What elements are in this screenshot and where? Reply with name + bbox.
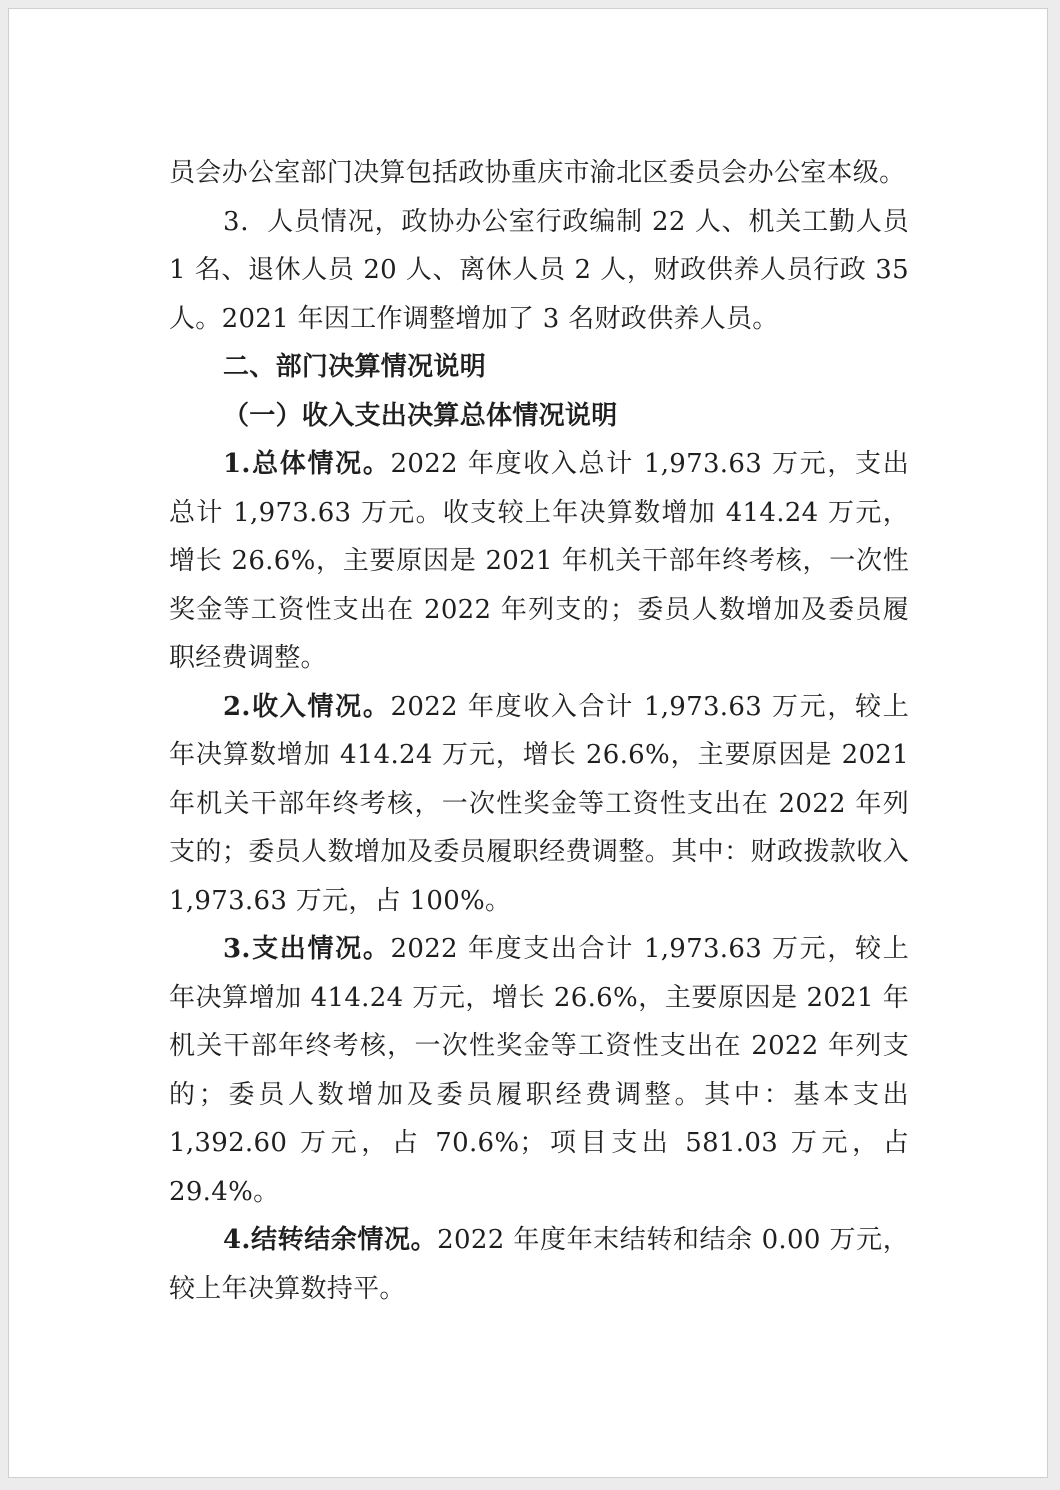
- paragraph-intro: 员会办公室部门决算包括政协重庆市渝北区委员会办公室本级。: [169, 158, 906, 188]
- subsection-heading-income-expense: （一）收入支出决算总体情况说明: [223, 400, 618, 431]
- paragraph-staff-info: 3．人员情况，政协办公室行政编制 22 人、机关工勤人员 1 名、退休人员 20 人、离休人员 2 人，财政供养人员行政 35 人。2021 年因工作调整增加了 3 名财政供养人员。: [169, 206, 909, 334]
- paragraph-expense: [169, 925, 909, 1216]
- paragraph-expense-lead: 3.支出情况。: [223, 934, 391, 964]
- paragraph-balance-lead: 4.结转结余情况。: [223, 1225, 438, 1255]
- paragraph-income: [169, 683, 909, 926]
- paragraph-income-lead: 2.收入情况。: [223, 691, 391, 722]
- paragraph-income-text: 2022 年度收入合计 1,973.63 万元，较上年决算数增加 414.24 万元，增长 26.6%，主要原因是 2021 年机关干部年终考核，一次性奖金等工资性支出在 2022 年列支的；委员人数增加及委员履职经费调整。其中：财政拨款收入 1,973.63 万元，占 100%。: [169, 691, 910, 916]
- paragraph-balance-text: 2022 年度年末结转和结余 0.00 万元，较上年决算数持平。: [169, 1225, 909, 1304]
- paragraph-expense-text: 2022 年度支出合计 1,973.63 万元，较上年决算增加 414.24 万元，增长 26.6%，主要原因是 2021 年机关干部年终考核，一次性奖金等工资性支出在 2022 年列支的；委员人数增加及委员履职经费调整。其中：基本支出 1,392.60 万元，占 70.6%；项目支出 581.03 万元，占 29.4%。: [169, 934, 910, 1207]
- paragraph-overall: [169, 440, 909, 683]
- document-body: [169, 149, 909, 1313]
- paragraph-overall-lead: 1.总体情况。: [223, 449, 391, 479]
- document-page: [8, 8, 1048, 1478]
- paragraph-overall-text: 2022 年度收入总计 1,973.63 万元，支出总计 1,973.63 万元。收支较上年决算数增加 414.24 万元，增长 26.6%，主要原因是 2021 年机关干部年终考核，一次性奖金等工资性支出在 2022 年列支的；委员人数增加及委员履职经费调整。: [169, 449, 910, 673]
- paragraph-balance: [169, 1216, 909, 1313]
- section-heading-budget-description: 二、部门决算情况说明: [223, 352, 487, 382]
